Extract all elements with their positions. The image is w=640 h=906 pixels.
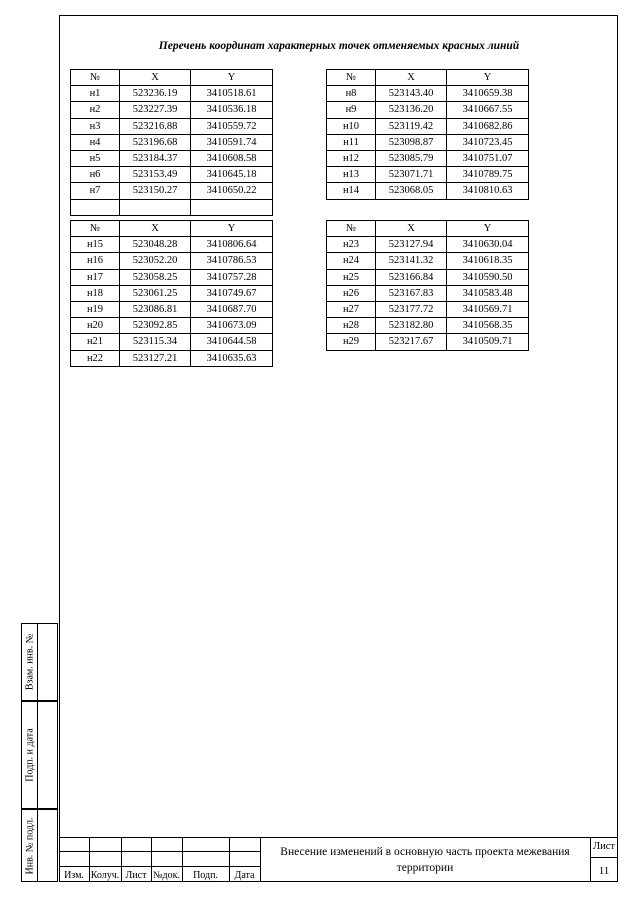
point-x: 523143.40 [376,86,447,102]
point-y: 3410568.35 [447,318,529,334]
coords-table-3 [70,220,273,367]
point-y: 3410682.86 [447,118,529,134]
side-stamp-podp [21,701,58,809]
point-y: 3410635.63 [191,350,273,366]
table-row [327,167,529,183]
table-header-row [327,221,529,237]
point-x: 523177.72 [376,301,447,317]
table-row [71,237,273,253]
table-row [327,183,529,199]
point-id: н19 [71,301,120,317]
coords-table-1 [70,69,273,216]
table-row [327,118,529,134]
point-id: н11 [327,134,376,150]
point-x: 523085.79 [376,150,447,166]
table-row [71,350,273,366]
header-x: X [376,221,447,237]
table-row [327,134,529,150]
table-row [327,334,529,350]
table-header-row [327,70,529,86]
point-x: 523086.81 [120,301,191,317]
point-y: 3410751.07 [447,150,529,166]
blank-cell [71,199,120,215]
blank-row [71,199,273,215]
point-y: 3410518.61 [191,86,273,102]
point-x: 523052.20 [120,253,191,269]
point-id: н2 [71,102,120,118]
title-block [59,837,618,882]
table-row [71,102,273,118]
table-row [327,269,529,285]
point-y: 3410659.38 [447,86,529,102]
table-row [327,102,529,118]
point-id: н21 [71,334,120,350]
header-num: № [71,221,120,237]
side-label-inv: Инв. № подл. [24,817,35,874]
stamp-description: Внесение изменений в основную часть проекта межевания территории [280,846,570,874]
point-id: н16 [71,253,120,269]
point-id: н7 [71,183,120,199]
blank-cell [191,199,273,215]
point-y: 3410644.58 [191,334,273,350]
table-row [71,334,273,350]
stamp-sheet-number: 11 [598,865,610,877]
point-y: 3410645.18 [191,167,273,183]
point-id: н10 [327,118,376,134]
point-x: 523184.37 [120,150,191,166]
point-y: 3410810.63 [447,183,529,199]
point-y: 3410590.50 [447,269,529,285]
point-y: 3410723.45 [447,134,529,150]
header-y: Y [447,70,529,86]
blank-cell [120,199,191,215]
point-id: н5 [71,150,120,166]
point-id: н15 [71,237,120,253]
point-id: н14 [327,183,376,199]
point-y: 3410569.71 [447,301,529,317]
table-row [327,318,529,334]
point-id: н8 [327,86,376,102]
point-id: н4 [71,134,120,150]
point-x: 523115.34 [120,334,191,350]
header-y: Y [191,70,273,86]
header-x: X [120,70,191,86]
table-row [327,150,529,166]
table-row [71,285,273,301]
point-id: н29 [327,334,376,350]
coords-table-2 [326,69,529,200]
point-x: 523058.25 [120,269,191,285]
point-id: н28 [327,318,376,334]
point-id: н22 [71,350,120,366]
point-x: 523166.84 [376,269,447,285]
point-x: 523092.85 [120,318,191,334]
table-row [327,237,529,253]
table-row [71,301,273,317]
stamp-col-koluch: Колуч. [90,870,120,881]
side-stamp-inv [21,809,58,882]
point-x: 523098.87 [376,134,447,150]
point-x: 523141.32 [376,253,447,269]
point-y: 3410650.22 [191,183,273,199]
table-header-row [71,70,273,86]
point-y: 3410608.58 [191,150,273,166]
point-x: 523127.21 [120,350,191,366]
table-row [71,167,273,183]
point-x: 523119.42 [376,118,447,134]
point-y: 3410789.75 [447,167,529,183]
point-y: 3410786.53 [191,253,273,269]
point-id: н27 [327,301,376,317]
header-num: № [327,221,376,237]
point-id: н23 [327,237,376,253]
point-x: 523150.27 [120,183,191,199]
point-y: 3410583.48 [447,285,529,301]
point-x: 523167.83 [376,285,447,301]
point-id: н26 [327,285,376,301]
page-title: Перечень координат характерных точек отменяемых красных линий [158,40,520,52]
table-row [71,253,273,269]
point-y: 3410536.18 [191,102,273,118]
point-y: 3410687.70 [191,301,273,317]
table-row [327,253,529,269]
header-num: № [71,70,120,86]
side-stamp-vzam [21,623,58,701]
table-row [327,301,529,317]
point-y: 3410559.72 [191,118,273,134]
point-id: н12 [327,150,376,166]
point-x: 523136.20 [376,102,447,118]
point-x: 523153.49 [120,167,191,183]
point-x: 523196.68 [120,134,191,150]
point-x: 523182.80 [376,318,447,334]
point-id: н20 [71,318,120,334]
point-x: 523068.05 [376,183,447,199]
header-x: X [376,70,447,86]
point-x: 523236.19 [120,86,191,102]
stamp-col-list: Лист [125,870,147,881]
point-x: 523071.71 [376,167,447,183]
table-row [71,318,273,334]
point-id: н9 [327,102,376,118]
point-y: 3410509.71 [447,334,529,350]
point-id: н18 [71,285,120,301]
point-id: н3 [71,118,120,134]
point-y: 3410591.74 [191,134,273,150]
point-id: н13 [327,167,376,183]
point-x: 523048.28 [120,237,191,253]
side-label-vzam: Взам. инв. № [24,633,35,691]
side-label-podp: Подп. и дата [24,728,35,782]
table-row [71,150,273,166]
point-x: 523217.67 [376,334,447,350]
stamp-col-ndok: №док. [153,870,180,881]
point-id: н6 [71,167,120,183]
coords-table-4 [326,220,529,351]
header-num: № [327,70,376,86]
point-x: 523061.25 [120,285,191,301]
table-row [327,86,529,102]
point-x: 523127.94 [376,237,447,253]
point-id: н17 [71,269,120,285]
point-x: 523227.39 [120,102,191,118]
stamp-col-izm: Изм. [64,870,84,881]
point-y: 3410618.35 [447,253,529,269]
stamp-col-podp: Подп. [193,870,218,881]
header-y: Y [447,221,529,237]
point-y: 3410630.04 [447,237,529,253]
table-row [71,183,273,199]
table-row [71,86,273,102]
stamp-col-data: Дата [234,870,255,881]
point-id: н1 [71,86,120,102]
point-y: 3410673.09 [191,318,273,334]
point-id: н25 [327,269,376,285]
point-y: 3410806.64 [191,237,273,253]
table-header-row [71,221,273,237]
point-y: 3410749.67 [191,285,273,301]
point-id: н24 [327,253,376,269]
stamp-sheet-label: Лист [593,841,615,852]
point-x: 523216.88 [120,118,191,134]
table-row [71,134,273,150]
header-y: Y [191,221,273,237]
point-y: 3410667.55 [447,102,529,118]
table-row [327,285,529,301]
table-row [71,118,273,134]
table-row [71,269,273,285]
header-x: X [120,221,191,237]
point-y: 3410757.28 [191,269,273,285]
